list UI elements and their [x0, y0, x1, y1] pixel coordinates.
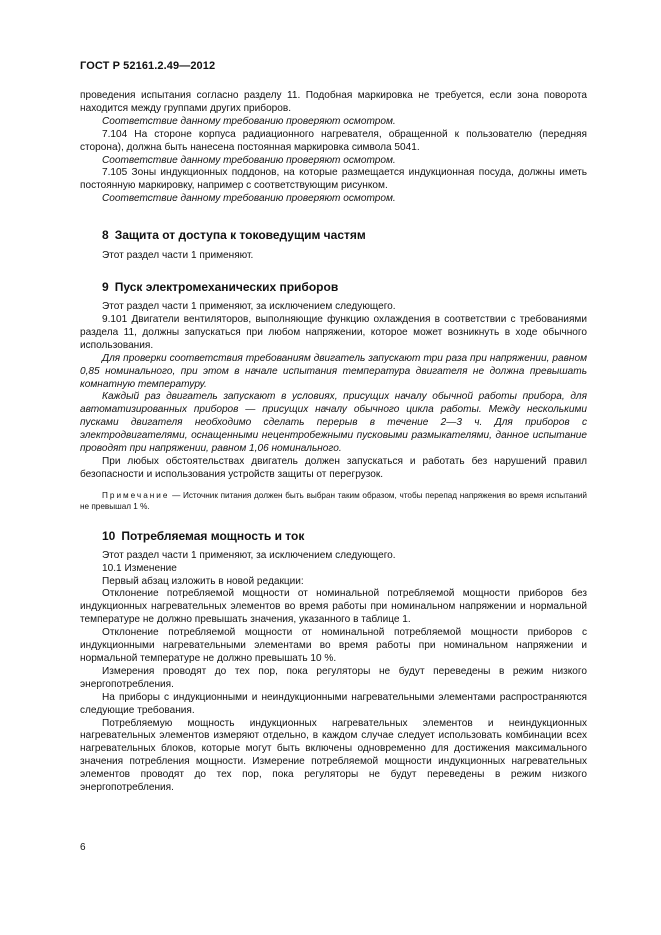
section-number: 8: [102, 228, 109, 243]
paragraph: Измерения проводят до тех пор, пока регуляторы не будут переведены в режим низкого энергопотребления.: [80, 665, 587, 690]
paragraph: Потребляемую мощность индукционных нагревательных элементов и неиндукционных нагревательных элементов измеряют отдельно, в каждом случае следует использовать комбинации всех нагревательных блоков, которые могут быть включены одновременно для достижения максимального значения потребления мощности. Измерение потребляемой мощности индукционных нагревательных элементов проводят до тех пор, пока регуляторы не будут переведены в режим низкого энергопотребления.: [80, 717, 587, 794]
note-text: — Источник питания должен быть выбран таким образом, чтобы перепад напряжения во время испытаний не превышал 1 %.: [80, 490, 587, 511]
clause-7-104: 7.104 На стороне корпуса радиационного нагревателя, обращенной к пользователю (передняя сторона), должна быть нанесена постоянная маркировка символа 5041.: [80, 128, 587, 153]
clause-9-101: 9.101 Двигатели вентиляторов, выполняющие функцию охлаждения в соответствии с требованиями раздела 11, должны запускаться при любом напряжении, которое может возникнуть в ходе обычного использования.: [80, 313, 587, 351]
note-label: Примечание: [102, 490, 170, 500]
paragraph: Отклонение потребляемой мощности от номинальной потребляемой мощности приборов без индукционных нагревательных элементов во время работы при номинальном напряжении и нормальной температуре не должно превышать значения, указанного в таблице 1.: [80, 588, 587, 626]
compliance-check: Соответствие данному требованию проверяют осмотром.: [102, 154, 396, 166]
section-10-heading: [80, 529, 587, 544]
page-body: [80, 90, 587, 795]
section-8-heading: [80, 228, 587, 243]
section-10-applicability: Этот раздел части 1 применяют, за исключением следующего.: [102, 549, 396, 561]
compliance-check: Соответствие данному требованию проверяют осмотром.: [102, 115, 396, 127]
section-8-applicability: Этот раздел части 1 применяют.: [102, 250, 254, 262]
paragraph: На приборы с индукционными и неиндукционными нагревательными элементами распространяются следующие требования.: [80, 691, 587, 716]
section-number: 9: [102, 280, 109, 295]
paragraph: Первый абзац изложить в новой редакции:: [102, 575, 304, 587]
safety-requirement: При любых обстоятельствах двигатель должен запускаться и работать без нарушений правил безопасности и использования устройств защиты от перегрузок.: [80, 455, 587, 480]
clause-10-1: 10.1 Изменение: [102, 562, 177, 574]
note: [80, 490, 587, 512]
section-number: 10: [102, 528, 116, 543]
compliance-check: Соответствие данному требованию проверяют осмотром.: [102, 193, 396, 205]
section-9-applicability: Этот раздел части 1 применяют, за исключением следующего.: [102, 301, 396, 313]
standard-designation: ГОСТ Р 52161.2.49—2012: [80, 60, 216, 72]
test-procedure: Для проверки соответствия требованиям двигатель запускают три раза при напряжении, равном 0,85 номинального, при этом в начале испытания температура двигателя не должна превышать комнатную температуру.: [80, 352, 587, 390]
section-9-heading: [80, 280, 587, 295]
section-title: Защита от доступа к токоведущим частям: [114, 228, 366, 243]
paragraph: Отклонение потребляемой мощности от номинальной потребляемой мощности приборов с индукционными нагревательными элементами во время работы при номинальном напряжении и нормальной температуре не должно превышать 10 %.: [80, 627, 587, 664]
section-title: Пуск электромеханических приборов: [114, 280, 339, 295]
page-number: 6: [80, 842, 86, 853]
section-title: Потребляемая мощность и ток: [121, 528, 305, 543]
test-procedure: Каждый раз двигатель запускают в условиях, присущих началу обычной работы прибора, для автоматизированных приборов — присущих началу обычного цикла работы. Между несколькими пусками двигателя необходимо сделать перерыв в течение 2—3 ч. Для приборов с электродвигателями, оснащенными нецентробежными пусковыми размыкателями, данное испытание проводят при напряжении, равном 1,06 номинального.: [80, 391, 587, 455]
paragraph-continuation: проведения испытания согласно разделу 11. Подобная маркировка не требуется, если зона поворота находится между группами других приборов.: [80, 90, 587, 114]
clause-7-105: 7.105 Зоны индукционных поддонов, на которые размещается индукционная посуда, должны иметь постоянную маркировку, например с соответствующим рисунком.: [80, 167, 587, 192]
